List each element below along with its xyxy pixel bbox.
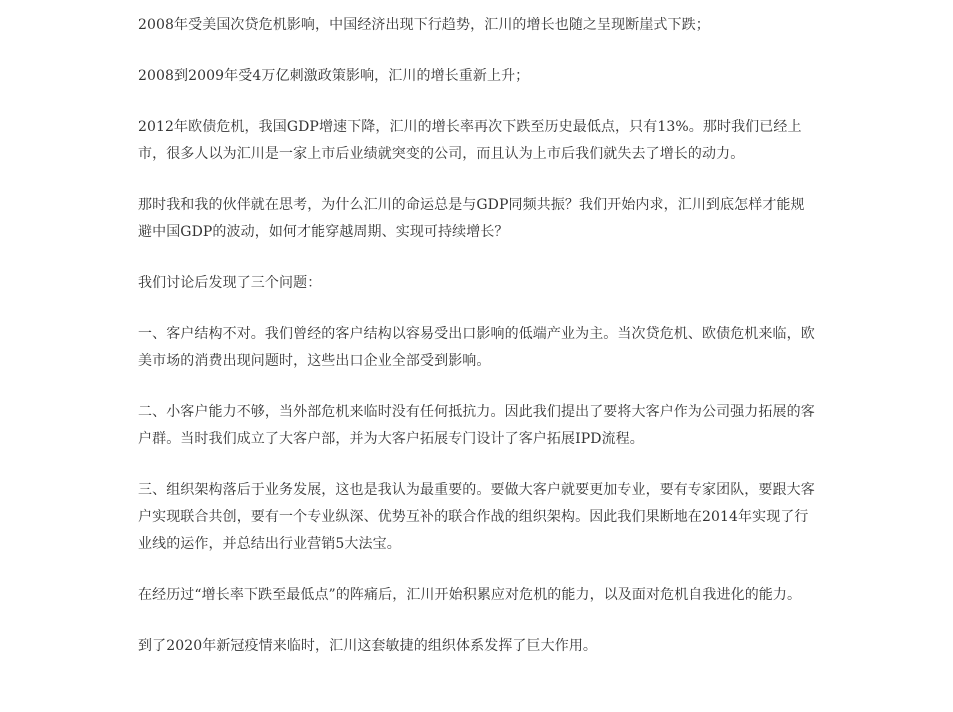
paragraph-three-problems-intro: 我们讨论后发现了三个问题：: [138, 275, 322, 291]
paragraph-problem-two: 二、小客户能力不够，当外部危机来临时没有任何抵抗力。因此我们提出了要将大客户作为公司强力拓展的客户群。当时我们成立了大客户部，并为大客户拓展专门设计了客户拓展IPD流程。: [138, 404, 815, 447]
article-body: [138, 12, 818, 684]
paragraph-2008-subprime-crisis: 2008年受美国次贷危机影响，中国经济出现下行趋势，汇川的增长也随之呈现断崖式下跌；: [138, 17, 710, 33]
paragraph-2012-debt-crisis: 2012年欧债危机，我国GDP增速下降，汇川的增长率再次下跌至历史最低点，只有13%。那时我们已经上市，很多人以为汇川是一家上市后业绩就突变的公司，而且认为上市后我们就失去了增长的动力。: [138, 119, 802, 162]
paragraph-2020-pandemic: 到了2020年新冠疫情来临时，汇川这套敏捷的组织体系发挥了巨大作用。: [138, 638, 598, 654]
paragraph-problem-three: 三、组织架构落后于业务发展，这也是我认为最重要的。要做大客户就要更加专业，要有专家团队，要跟大客户实现联合共创，要有一个专业纵深、优势互补的联合作战的组织架构。因此我们果断地在2014年实现了行业线的运作，并总结出行业营销5大法宝。: [138, 482, 815, 552]
paragraph-stimulus-policy: 2008到2009年受4万亿刺激政策影响，汇川的增长重新上升；: [138, 68, 530, 84]
paragraph-crisis-capability: 在经历过“增长率下跌至最低点”的阵痛后，汇川开始积累应对危机的能力，以及面对危机自我进化的能力。: [138, 587, 802, 603]
paragraph-problem-one: 一、客户结构不对。我们曾经的客户结构以容易受出口影响的低端产业为主。当次贷危机、欧债危机来临，欧美市场的消费出现问题时，这些出口企业全部受到影响。: [138, 326, 815, 369]
paragraph-reflection: 那时我和我的伙伴就在思考，为什么汇川的命运总是与GDP同频共振？我们开始内求，汇川到底怎样才能规避中国GDP的波动，如何才能穿越周期、实现可持续增长？: [138, 197, 805, 240]
